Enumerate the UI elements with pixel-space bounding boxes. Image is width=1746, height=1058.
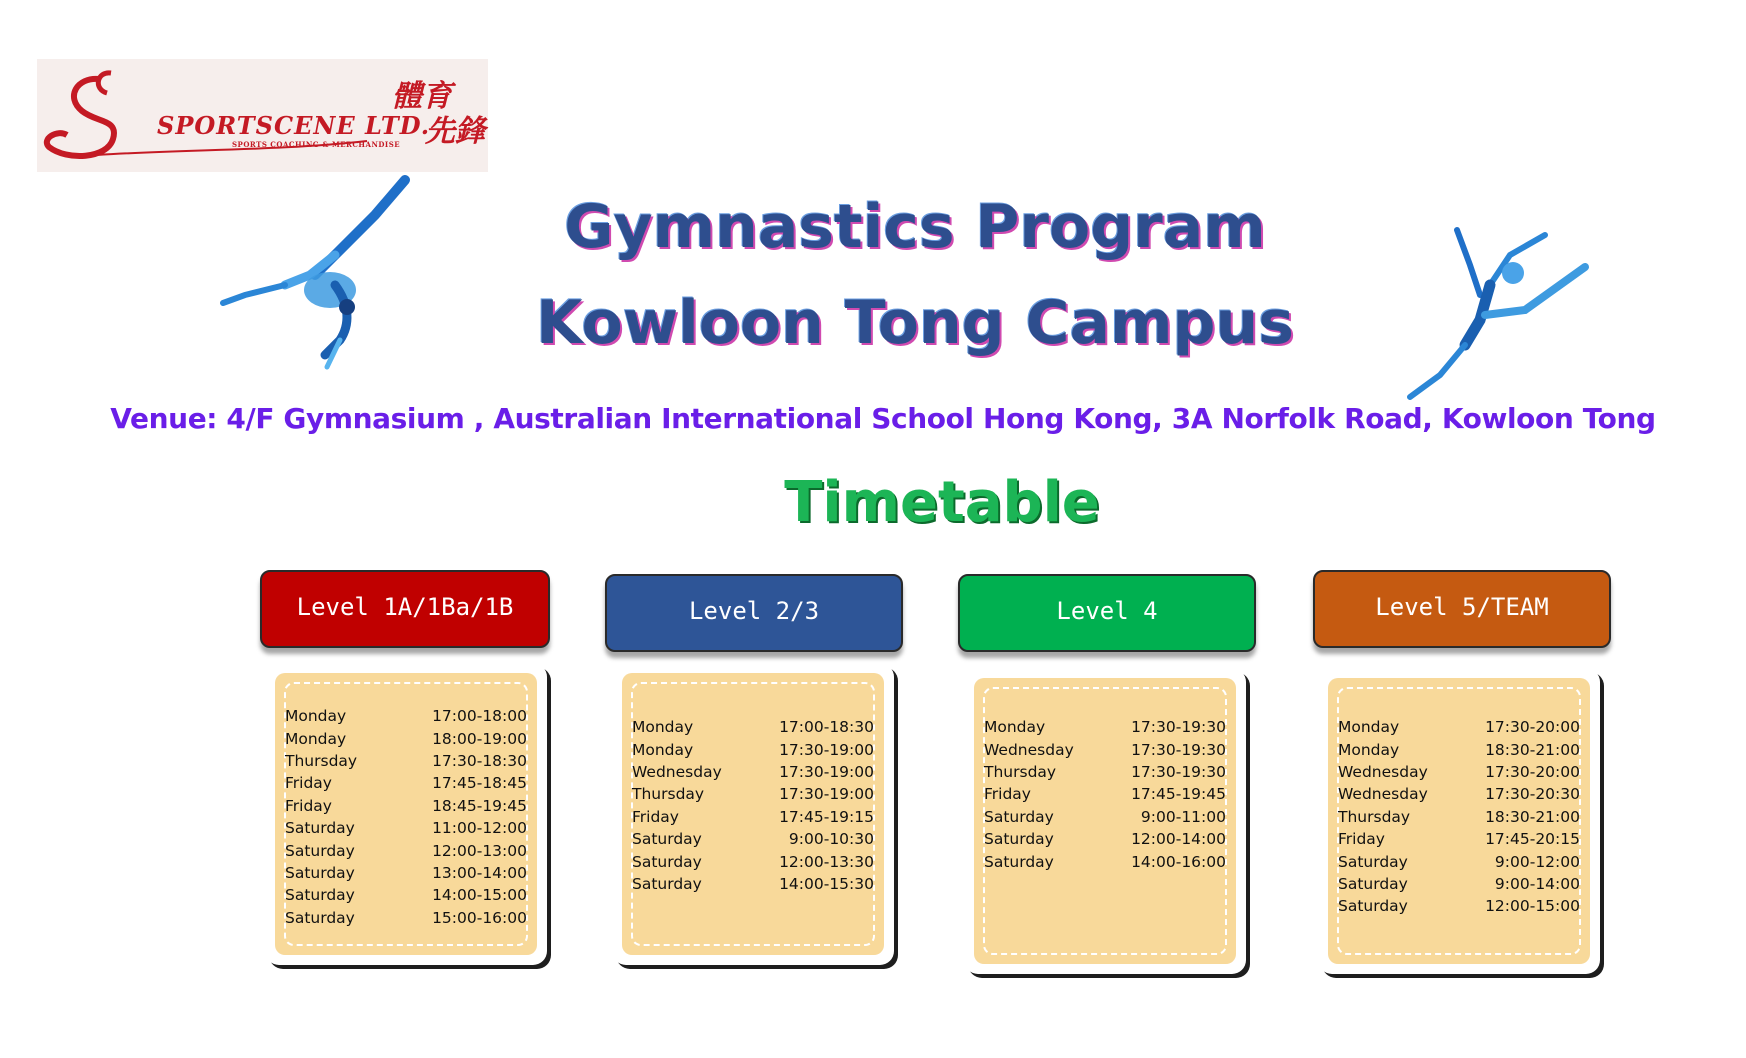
schedule-day: Wednesday (984, 740, 1074, 759)
venue-text: Venue: 4/F Gymnasium , Australian International School Hong Kong, 3A Norfolk Road, Kowloon Tong (110, 402, 1656, 435)
schedule-time: 17:00-18:00 (432, 707, 527, 726)
schedule-day: Friday (285, 796, 332, 815)
level-5-schedule-list (1338, 716, 1580, 918)
schedule-time: 18:30-21:00 (1485, 740, 1580, 759)
schedule-day: Saturday (632, 830, 702, 849)
schedule-row (632, 738, 874, 760)
schedule-day: Friday (1338, 830, 1385, 849)
schedule-row (632, 828, 874, 850)
schedule-day: Wednesday (1338, 762, 1428, 781)
schedule-time: 12:00-15:00 (1485, 897, 1580, 916)
schedule-time: 17:45-18:45 (432, 774, 527, 793)
level-2-schedule-card (612, 663, 894, 965)
schedule-time: 14:00-16:00 (1131, 852, 1226, 871)
level-1-schedule-card (265, 663, 547, 965)
schedule-row (285, 750, 527, 772)
schedule-day: Saturday (285, 863, 355, 882)
schedule-day: Saturday (1338, 874, 1408, 893)
schedule-day: Saturday (285, 886, 355, 905)
schedule-row (984, 850, 1226, 872)
schedule-day: Thursday (285, 751, 358, 770)
schedule-row (285, 817, 527, 839)
schedule-day: Saturday (285, 908, 355, 927)
timetable-heading: Timetable (784, 470, 1100, 535)
schedule-day: Saturday (1338, 897, 1408, 916)
schedule-time: 18:45-19:45 (432, 796, 527, 815)
schedule-time: 9:00-11:00 (1140, 807, 1226, 826)
schedule-day: Thursday (984, 762, 1057, 781)
schedule-row (984, 716, 1226, 738)
schedule-row (984, 761, 1226, 783)
logo-name-cn-bottom: 先鋒 (425, 114, 485, 149)
logo-name-en: SPORTSCENE LTD. (157, 111, 431, 140)
schedule-time: 17:30-18:30 (432, 751, 527, 770)
sportscene-logo (37, 59, 488, 172)
schedule-time: 17:30-19:00 (779, 740, 874, 759)
schedule-row (1338, 895, 1580, 917)
schedule-time: 17:45-20:15 (1485, 830, 1580, 849)
schedule-time: 17:30-20:30 (1485, 785, 1580, 804)
schedule-time: 9:00-14:00 (1494, 874, 1580, 893)
schedule-time: 12:00-14:00 (1131, 830, 1226, 849)
schedule-day: Friday (285, 774, 332, 793)
schedule-time: 9:00-12:00 (1494, 852, 1580, 871)
schedule-row (285, 884, 527, 906)
schedule-day: Saturday (1338, 852, 1408, 871)
schedule-row (1338, 828, 1580, 850)
schedule-day: Monday (285, 729, 347, 748)
schedule-time: 12:00-13:00 (432, 841, 527, 860)
level-4-header: Level 4 (958, 574, 1256, 652)
schedule-day: Saturday (632, 874, 702, 893)
schedule-row (632, 716, 874, 738)
schedule-time: 17:45-19:45 (1131, 785, 1226, 804)
schedule-day: Wednesday (1338, 785, 1428, 804)
schedule-day: Monday (1338, 718, 1400, 737)
schedule-row (285, 727, 527, 749)
schedule-row (285, 772, 527, 794)
schedule-row (1338, 806, 1580, 828)
schedule-time: 17:30-19:30 (1131, 740, 1226, 759)
schedule-time: 14:00-15:00 (432, 886, 527, 905)
level-4-schedule-list (984, 716, 1226, 873)
level-2-schedule-list (632, 716, 874, 895)
schedule-row (632, 783, 874, 805)
schedule-day: Saturday (984, 807, 1054, 826)
schedule-row (632, 873, 874, 895)
schedule-time: 17:30-19:30 (1131, 718, 1226, 737)
schedule-day: Saturday (984, 830, 1054, 849)
schedule-row (1338, 716, 1580, 738)
schedule-day: Thursday (1338, 807, 1411, 826)
schedule-row (1338, 761, 1580, 783)
schedule-day: Monday (632, 740, 694, 759)
schedule-day: Saturday (984, 852, 1054, 871)
schedule-day: Saturday (285, 819, 355, 838)
schedule-row (632, 850, 874, 872)
schedule-time: 17:30-19:00 (779, 785, 874, 804)
level-1-schedule-list (285, 705, 527, 929)
level-5-header: Level 5/TEAM (1313, 570, 1611, 648)
level-2-header: Level 2/3 (605, 574, 903, 652)
level-4-schedule-card (964, 668, 1246, 974)
schedule-day: Wednesday (632, 762, 722, 781)
schedule-time: 12:00-13:30 (779, 852, 874, 871)
schedule-time: 13:00-14:00 (432, 863, 527, 882)
schedule-time: 17:30-20:00 (1485, 762, 1580, 781)
schedule-row (632, 806, 874, 828)
schedule-time: 15:00-16:00 (432, 908, 527, 927)
schedule-day: Friday (984, 785, 1031, 804)
schedule-row (285, 839, 527, 861)
level-1-header: Level 1A/1Ba/1B (260, 570, 550, 648)
schedule-row (285, 907, 527, 929)
schedule-row (632, 761, 874, 783)
logo-tagline: SPORTS COACHING & MERCHANDISE (232, 140, 401, 149)
level-5-schedule-card (1318, 668, 1600, 974)
schedule-day: Monday (984, 718, 1046, 737)
schedule-day: Saturday (285, 841, 355, 860)
schedule-time: 17:45-19:15 (779, 807, 874, 826)
schedule-time: 14:00-15:30 (779, 874, 874, 893)
schedule-time: 9:00-10:30 (788, 830, 874, 849)
schedule-time: 17:00-18:30 (779, 718, 874, 737)
schedule-day: Thursday (632, 785, 705, 804)
schedule-time: 18:30-21:00 (1485, 807, 1580, 826)
schedule-time: 17:30-20:00 (1485, 718, 1580, 737)
schedule-row (984, 806, 1226, 828)
schedule-day: Monday (285, 707, 347, 726)
schedule-row (285, 862, 527, 884)
schedule-row (285, 795, 527, 817)
schedule-row (1338, 783, 1580, 805)
schedule-row (285, 705, 527, 727)
logo-name-cn-top: 體育 (392, 79, 452, 114)
schedule-row (984, 738, 1226, 760)
schedule-time: 18:00-19:00 (432, 729, 527, 748)
schedule-row (984, 783, 1226, 805)
schedule-time: 11:00-12:00 (432, 819, 527, 838)
page-title: Gymnastics Program (564, 192, 1266, 262)
schedule-day: Monday (1338, 740, 1400, 759)
schedule-row (1338, 873, 1580, 895)
schedule-day: Saturday (632, 852, 702, 871)
schedule-time: 17:30-19:30 (1131, 762, 1226, 781)
schedule-row (1338, 850, 1580, 872)
schedule-day: Monday (632, 718, 694, 737)
schedule-row (1338, 738, 1580, 760)
schedule-row (984, 828, 1226, 850)
page-subtitle: Kowloon Tong Campus (536, 288, 1294, 358)
schedule-time: 17:30-19:00 (779, 762, 874, 781)
schedule-day: Friday (632, 807, 679, 826)
